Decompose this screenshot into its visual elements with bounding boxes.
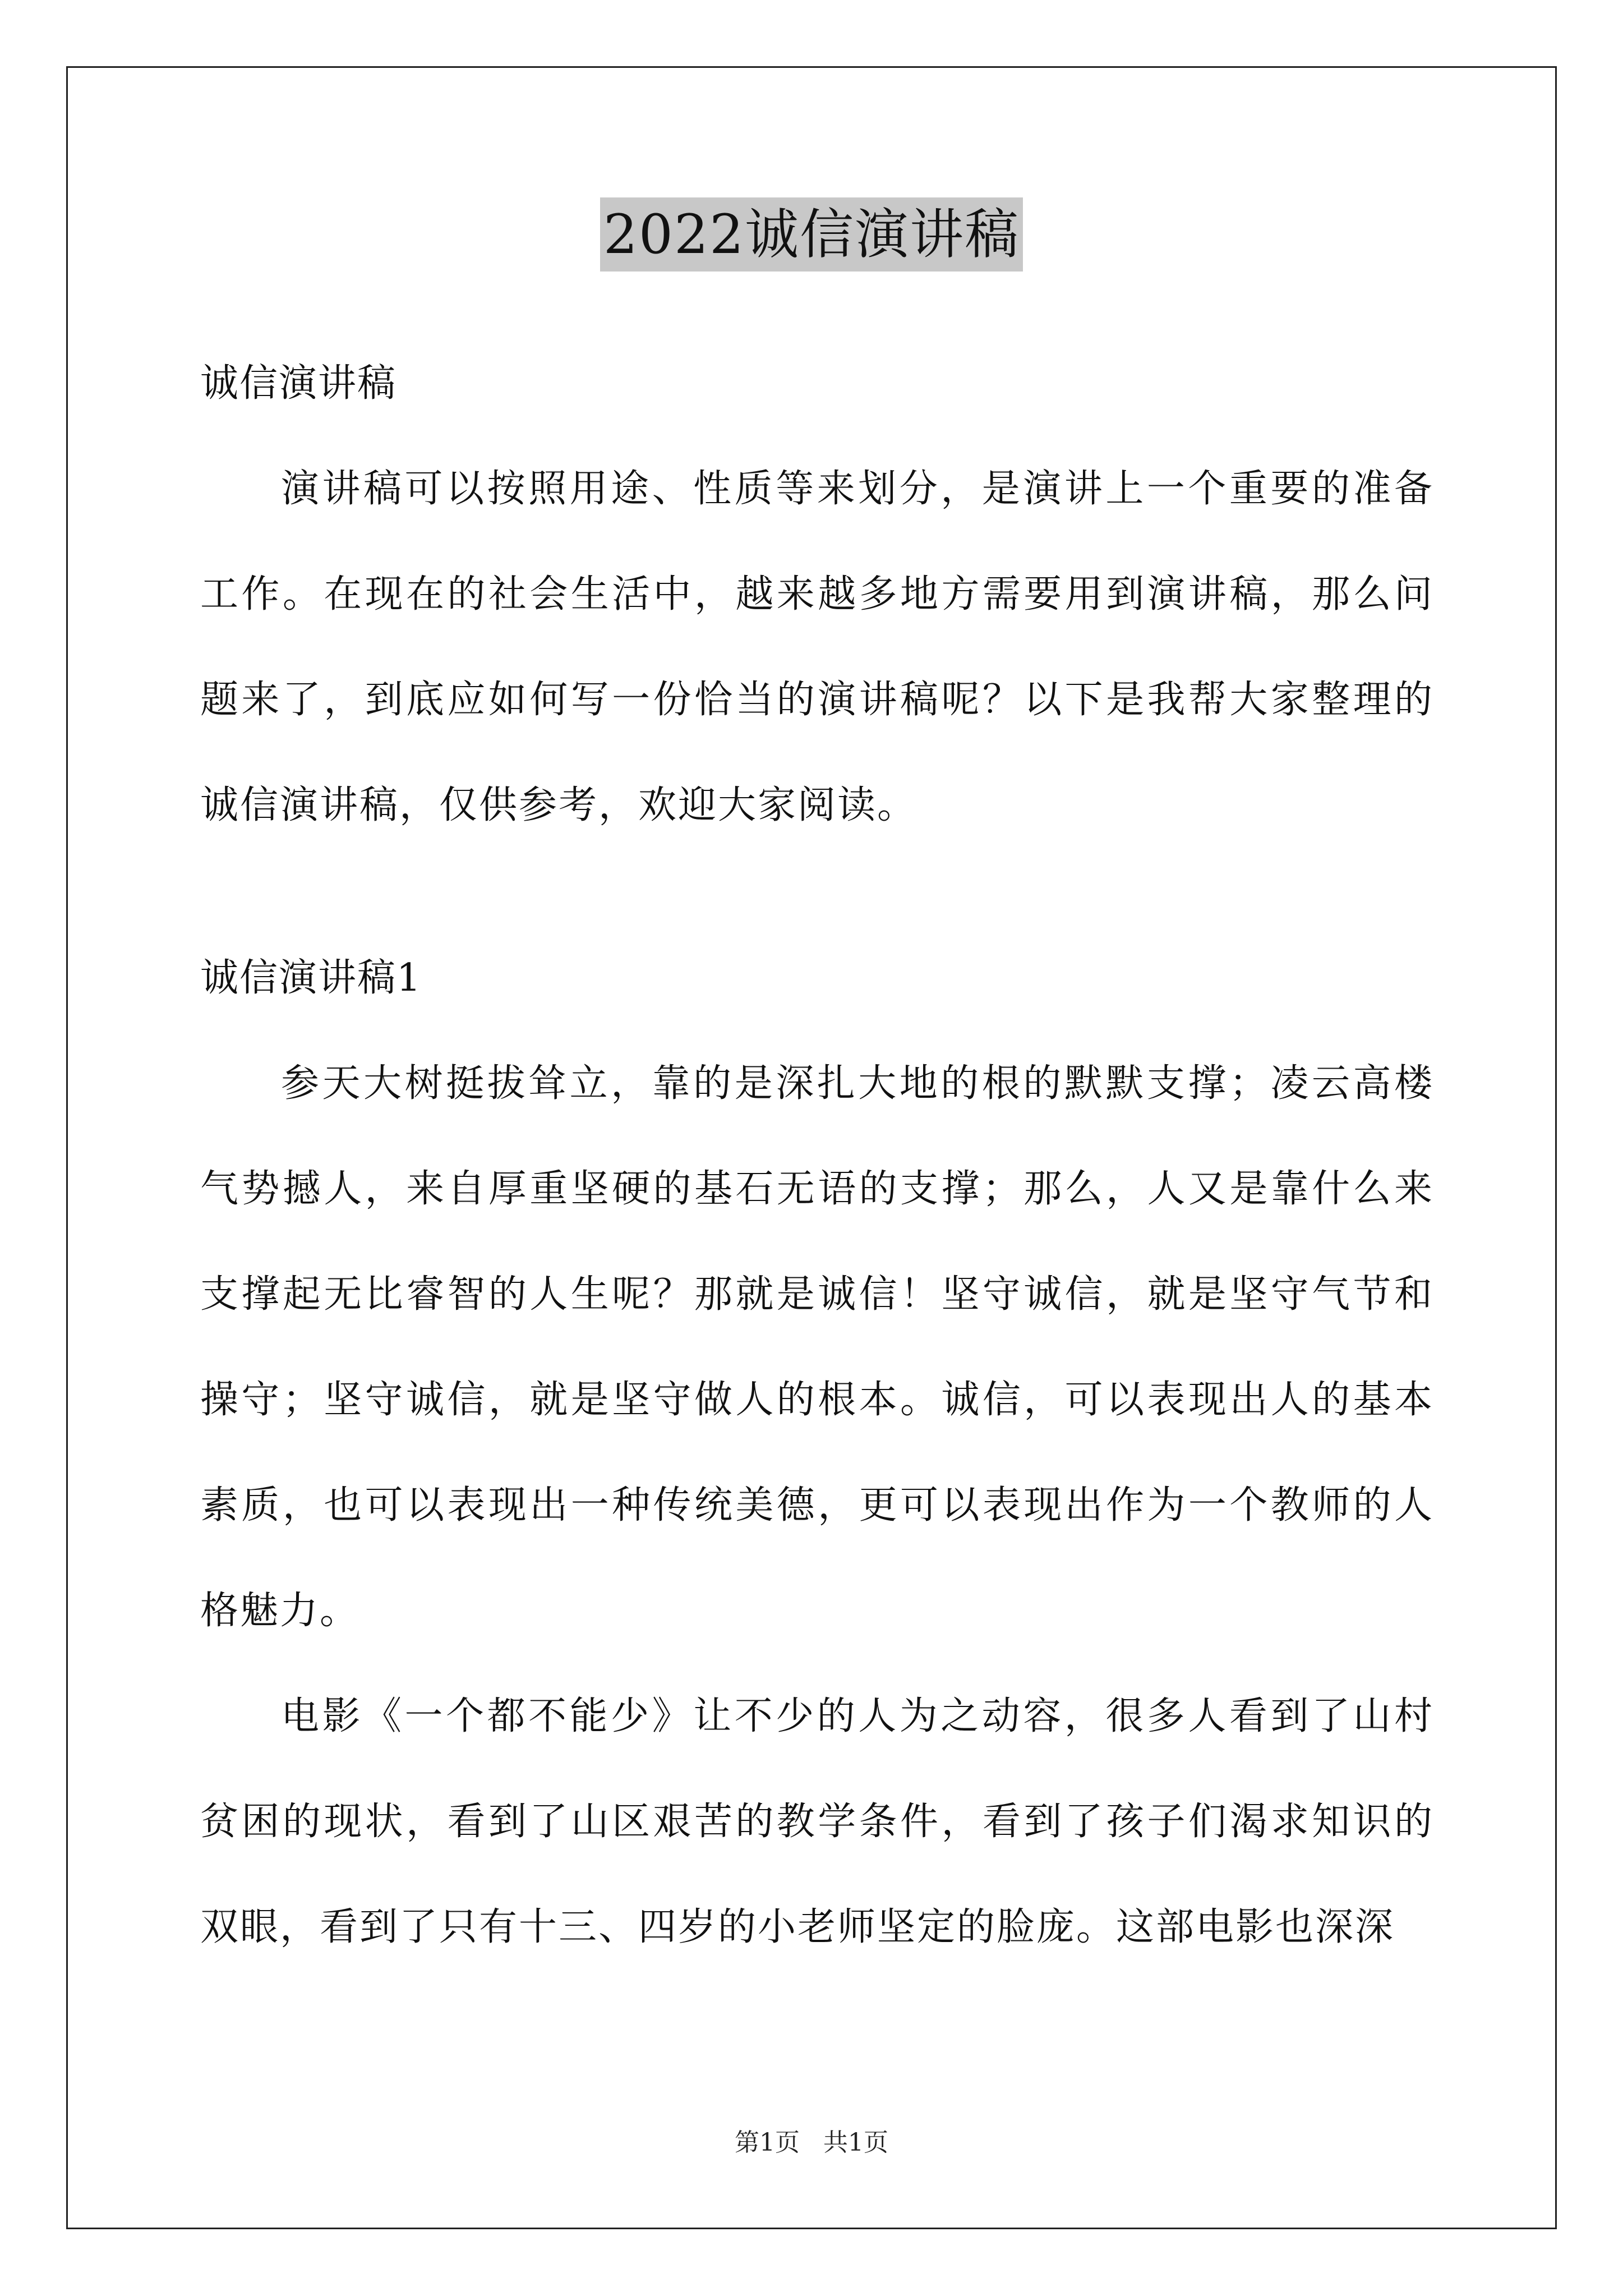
- section1-heading: 诚信演讲稿1: [200, 956, 422, 1000]
- section1-paragraph-1: 参天大树挺拔耸立，靠的是深扎大地的根的默默支撑；凌云高楼气势撼人，来自厚重坚硬的基石无语的支撑；那么，人又是靠什么来支撑起无比睿智的人生呢？那就是诚信！坚守诚信，就是坚守气节和操守；坚守诚信，就是坚守做人的根本。诚信，可以表现出人的基本素质，也可以表现出一种传统美德，更可以表现出作为一个教师的人格魅力。: [200, 1061, 1434, 1633]
- document-body: [200, 331, 1434, 1980]
- document-title: 2022诚信演讲稿: [600, 197, 1023, 272]
- intro-paragraph: 演讲稿可以按照用途、性质等来划分，是演讲上一个重要的准备工作。在现在的社会生活中，越来越多地方需要用到演讲稿，那么问题来了，到底应如何写一份恰当的演讲稿呢？以下是我帮大家整理的诚信演讲稿，仅供参考，欢迎大家阅读。: [200, 467, 1434, 827]
- section1-paragraph-2: 电影《一个都不能少》让不少的人为之动容，很多人看到了山村贫困的现状，看到了山区艰苦的教学条件，看到了孩子们渴求知识的双眼，看到了只有十三、四岁的小老师坚定的脸庞。这部电影也深深: [200, 1694, 1434, 1949]
- page-footer: 第1页 共1页: [735, 2128, 888, 2157]
- intro-heading: 诚信演讲稿: [200, 361, 397, 406]
- title-container: [0, 197, 1623, 272]
- section-spacer: [200, 858, 1434, 926]
